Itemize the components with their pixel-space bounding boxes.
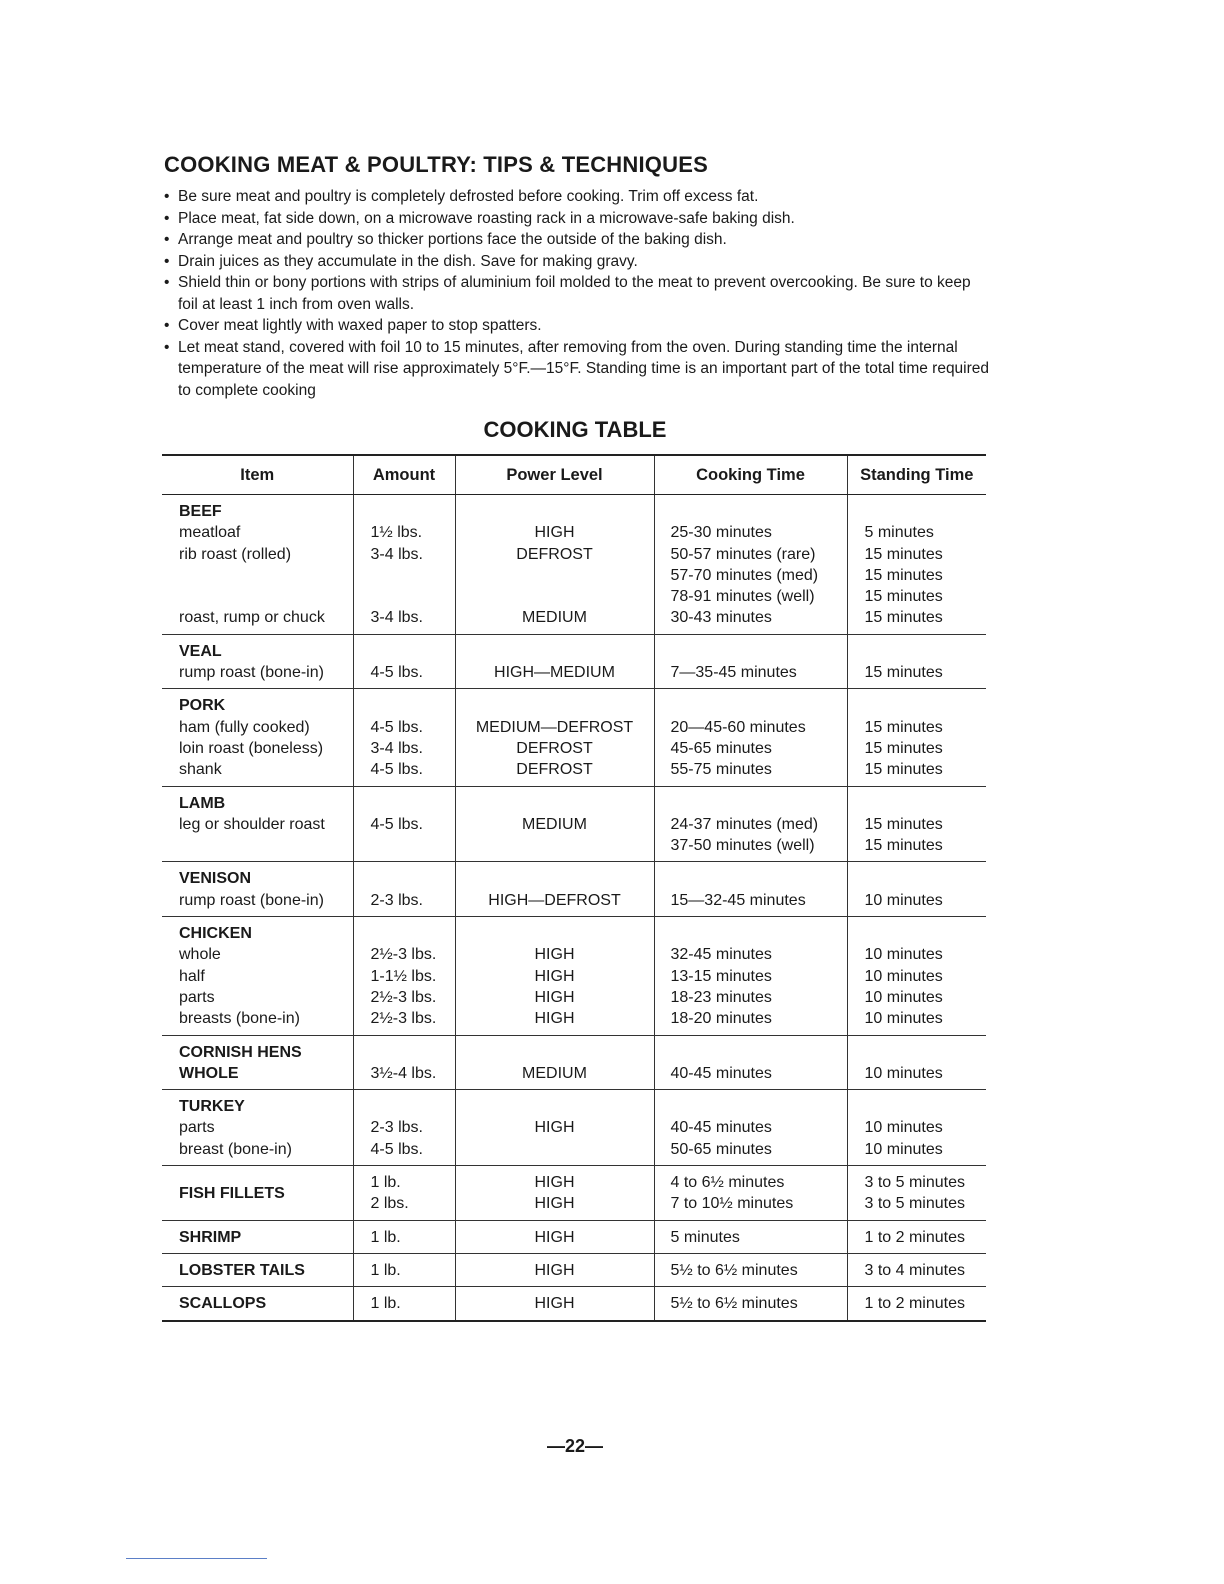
amount-value: 1 lb.: [370, 1295, 401, 1313]
power-level-cell: [455, 634, 654, 689]
amount-cell: [353, 1287, 455, 1321]
standing-time-value: 3 to 5 minutes: [864, 1195, 965, 1213]
item-name: rib roast (rolled): [179, 545, 292, 563]
cooking-time-value: 78-91 minutes (well): [670, 588, 815, 606]
table-row: [162, 1090, 986, 1166]
amount-value: 2-3 lbs.: [370, 891, 423, 909]
table-row: [162, 917, 986, 1035]
item-name: rump roast (bone-in): [179, 891, 324, 909]
power-level-cell: [455, 1253, 654, 1286]
tip-item: [164, 272, 994, 315]
column-header-cooking-time: Cooking Time: [654, 455, 847, 495]
item-cell: [162, 862, 353, 917]
item-name: [179, 586, 353, 607]
cooking-time-cell: [654, 1090, 847, 1166]
item-name: [179, 835, 353, 856]
power-level-value: HIGH: [534, 524, 575, 542]
standing-time-value: [865, 793, 987, 814]
power-level-cell: [455, 1090, 654, 1166]
standing-time-cell: [847, 1035, 986, 1090]
tip-text: Shield thin or bony portions with strips of aluminium foil molded to the meat to prevent overcooking. Be sure to keep foil at least 1 inch from oven walls.: [178, 274, 971, 313]
tip-text: Drain juices as they accumulate in the dish. Save for making gravy.: [178, 252, 638, 270]
cooking-time-cell: [654, 862, 847, 917]
tip-text: Place meat, fat side down, on a microwave roasting rack in a microwave-safe baking dish.: [178, 209, 795, 227]
standing-time-value: [865, 923, 987, 944]
power-level-value: HIGH: [534, 1174, 575, 1192]
item-name: WHOLE: [179, 1064, 239, 1082]
footer-rule: [126, 1558, 267, 1559]
tip-item: [164, 315, 994, 337]
power-level-value: [456, 835, 654, 856]
tip-item: [164, 229, 994, 251]
cooking-time-value: 40-45 minutes: [670, 1064, 772, 1082]
power-level-value: HIGH: [534, 988, 575, 1006]
amount-value: 1 lb.: [370, 1228, 401, 1246]
power-level-value: [456, 586, 654, 607]
standing-time-value: 1 to 2 minutes: [864, 1228, 965, 1246]
cooking-time-value: 7—35-45 minutes: [670, 664, 797, 682]
amount-value: [371, 565, 455, 586]
cooking-time-cell: [654, 1287, 847, 1321]
standing-time-value: [865, 501, 987, 522]
standing-time-cell: [847, 495, 986, 635]
page-heading: COOKING MEAT & POULTRY: TIPS & TECHNIQUES: [164, 152, 708, 177]
standing-time-value: 15 minutes: [864, 566, 943, 584]
table-row: [162, 1166, 986, 1221]
amount-value: 4-5 lbs.: [370, 718, 423, 736]
category-label: LOBSTER TAILS: [179, 1261, 305, 1279]
amount-value: 4-5 lbs.: [370, 664, 423, 682]
cooking-time-value: 40-45 minutes: [670, 1119, 772, 1137]
amount-value: 1 lb.: [370, 1261, 401, 1279]
power-level-cell: [455, 1287, 654, 1321]
item-name: roast, rump or chuck: [179, 609, 325, 627]
standing-time-value: 10 minutes: [864, 1064, 943, 1082]
column-header-amount: Amount: [353, 455, 455, 495]
amount-value: 2½-3 lbs.: [370, 946, 437, 964]
bullet-icon: •: [164, 338, 170, 356]
standing-time-value: 15 minutes: [864, 609, 943, 627]
item-name: parts: [179, 988, 215, 1006]
cooking-time-cell: [654, 495, 847, 635]
cooking-time-value: 18-23 minutes: [670, 988, 772, 1006]
amount-value: [371, 1042, 455, 1063]
cooking-time-value: 55-75 minutes: [670, 761, 772, 779]
item-name: breasts (bone-in): [179, 1010, 300, 1028]
item-cell: [162, 689, 353, 786]
amount-value: 1-1½ lbs.: [370, 967, 437, 985]
item-name: half: [179, 967, 205, 985]
power-level-value: [456, 565, 654, 586]
power-level-value: DEFROST: [516, 545, 593, 563]
cooking-time-value: 45-65 minutes: [670, 739, 772, 757]
standing-time-cell: [847, 1166, 986, 1221]
amount-value: [371, 695, 455, 716]
standing-time-value: 15 minutes: [864, 739, 943, 757]
cooking-time-value: 20—45-60 minutes: [670, 718, 806, 736]
category-label: PORK: [179, 697, 226, 715]
standing-time-cell: [847, 1287, 986, 1321]
standing-time-cell: [847, 786, 986, 862]
amount-value: 3-4 lbs.: [370, 609, 423, 627]
cooking-time-value: 37-50 minutes (well): [670, 837, 815, 855]
tip-text: Let meat stand, covered with foil 10 to 15 minutes, after removing from the oven. During standing time the internal temperature of the meat will rise approximately 5°F.—15°F. Standing time is an important part of the total time required to complete cooking: [178, 338, 990, 399]
amount-value: 4-5 lbs.: [370, 815, 423, 833]
cooking-time-cell: [654, 917, 847, 1035]
table-row: [162, 1287, 986, 1321]
amount-value: 1½ lbs.: [370, 524, 423, 542]
standing-time-value: [865, 695, 987, 716]
standing-time-cell: [847, 1220, 986, 1253]
power-level-cell: [455, 1035, 654, 1090]
cooking-time-value: [671, 641, 847, 662]
amount-cell: [353, 786, 455, 862]
amount-value: [371, 1096, 455, 1117]
cooking-time-value: 13-15 minutes: [670, 967, 772, 985]
cooking-time-value: 5½ to 6½ minutes: [670, 1261, 798, 1279]
power-level-cell: [455, 689, 654, 786]
item-name: parts: [179, 1119, 215, 1137]
amount-cell: [353, 862, 455, 917]
amount-cell: [353, 634, 455, 689]
amount-value: [371, 868, 455, 889]
table-title: COOKING TABLE: [483, 417, 667, 442]
standing-time-value: 3 to 4 minutes: [864, 1261, 965, 1279]
cooking-time-value: [671, 501, 847, 522]
cooking-time-cell: [654, 689, 847, 786]
power-level-value: [456, 1139, 654, 1160]
amount-value: [371, 586, 455, 607]
power-level-cell: [455, 862, 654, 917]
bullet-icon: •: [164, 252, 170, 270]
cooking-time-value: 5 minutes: [670, 1228, 740, 1246]
power-level-value: HIGH—DEFROST: [488, 891, 621, 909]
category-label: VENISON: [179, 870, 252, 888]
page-number: —22—: [546, 1436, 604, 1456]
power-level-value: HIGH: [534, 1010, 575, 1028]
category-label: LAMB: [179, 794, 226, 812]
item-cell: [162, 786, 353, 862]
standing-time-value: [865, 1096, 987, 1117]
item-name: rump roast (bone-in): [179, 664, 324, 682]
bullet-icon: •: [164, 274, 170, 291]
cooking-time-value: 32-45 minutes: [670, 946, 772, 964]
standing-time-value: 10 minutes: [864, 1010, 943, 1028]
cooking-time-value: 4 to 6½ minutes: [670, 1174, 785, 1192]
power-level-cell: [455, 1220, 654, 1253]
power-level-cell: [455, 1166, 654, 1221]
cooking-table: [162, 454, 986, 1322]
amount-value: 4-5 lbs.: [370, 761, 423, 779]
amount-cell: [353, 1253, 455, 1286]
cooking-time-value: [671, 1042, 847, 1063]
amount-value: [371, 501, 455, 522]
table-header-row: [162, 455, 986, 495]
cooking-time-value: [671, 923, 847, 944]
amount-cell: [353, 495, 455, 635]
amount-cell: [353, 1035, 455, 1090]
standing-time-cell: [847, 1090, 986, 1166]
category-label: CHICKEN: [179, 925, 252, 943]
tip-text: Be sure meat and poultry is completely defrosted before cooking. Trim off excess fat.: [178, 188, 759, 205]
standing-time-cell: [847, 634, 986, 689]
power-level-cell: [455, 786, 654, 862]
item-cell: [162, 1035, 353, 1090]
cooking-table-wrap: [162, 454, 986, 1322]
amount-value: [371, 923, 455, 944]
power-level-value: HIGH: [534, 946, 575, 964]
item-name: [179, 565, 353, 586]
amount-value: 4-5 lbs.: [370, 1140, 423, 1158]
cooking-time-cell: [654, 634, 847, 689]
amount-cell: [353, 917, 455, 1035]
tip-item: [164, 208, 994, 230]
power-level-value: MEDIUM: [522, 1064, 587, 1082]
category-label: TURKEY: [179, 1098, 245, 1116]
cooking-time-value: 50-57 minutes (rare): [670, 545, 816, 563]
standing-time-value: 15 minutes: [864, 761, 943, 779]
power-level-value: [456, 923, 654, 944]
standing-time-cell: [847, 689, 986, 786]
category-label: FISH FILLETS: [179, 1184, 285, 1202]
power-level-value: [456, 641, 654, 662]
standing-time-value: [865, 1042, 987, 1063]
standing-time-cell: [847, 862, 986, 917]
item-cell: [162, 1166, 353, 1221]
amount-cell: [353, 1090, 455, 1166]
power-level-value: [456, 695, 654, 716]
standing-time-value: 10 minutes: [864, 946, 943, 964]
cooking-time-value: 15—32-45 minutes: [670, 891, 806, 909]
tip-item: [164, 337, 994, 402]
power-level-value: HIGH: [534, 1119, 575, 1137]
amount-value: [371, 835, 455, 856]
cooking-time-cell: [654, 1220, 847, 1253]
amount-value: 2 lbs.: [370, 1195, 409, 1213]
amount-value: 1 lb.: [370, 1174, 401, 1192]
tip-item: [164, 186, 994, 208]
standing-time-value: 10 minutes: [864, 988, 943, 1006]
amount-value: 2½-3 lbs.: [370, 988, 437, 1006]
standing-time-value: 15 minutes: [864, 588, 943, 606]
power-level-value: HIGH: [534, 1195, 575, 1213]
standing-time-value: 10 minutes: [864, 1119, 943, 1137]
standing-time-value: 5 minutes: [864, 524, 934, 542]
amount-cell: [353, 689, 455, 786]
tip-item: [164, 251, 994, 273]
item-name: breast (bone-in): [179, 1140, 292, 1158]
amount-cell: [353, 1166, 455, 1221]
power-level-value: MEDIUM—DEFROST: [475, 718, 634, 736]
item-name: loin roast (boneless): [179, 739, 324, 757]
cooking-time-value: [671, 868, 847, 889]
power-level-value: MEDIUM: [522, 815, 587, 833]
power-level-cell: [455, 917, 654, 1035]
standing-time-value: 15 minutes: [864, 664, 943, 682]
column-header-item: Item: [162, 455, 353, 495]
cooking-time-value: 50-65 minutes: [670, 1140, 772, 1158]
amount-value: 3-4 lbs.: [370, 739, 423, 757]
bullet-icon: •: [164, 231, 170, 248]
cooking-time-cell: [654, 1035, 847, 1090]
cooking-time-value: [671, 1096, 847, 1117]
item-name: shank: [179, 761, 222, 779]
cooking-time-value: 7 to 10½ minutes: [670, 1195, 794, 1213]
standing-time-value: 15 minutes: [864, 837, 943, 855]
standing-time-value: 10 minutes: [864, 967, 943, 985]
power-level-value: [456, 793, 654, 814]
power-level-value: HIGH: [534, 1228, 575, 1246]
power-level-value: [456, 1042, 654, 1063]
power-level-value: [456, 501, 654, 522]
table-row: [162, 1035, 986, 1090]
power-level-cell: [455, 495, 654, 635]
amount-value: 2½-3 lbs.: [370, 1010, 437, 1028]
standing-time-value: 1 to 2 minutes: [864, 1295, 965, 1313]
item-cell: [162, 1287, 353, 1321]
standing-time-cell: [847, 917, 986, 1035]
table-body: [162, 495, 986, 1321]
table-row: [162, 1253, 986, 1286]
power-level-value: HIGH—MEDIUM: [494, 664, 615, 682]
amount-cell: [353, 1220, 455, 1253]
tips-list: [164, 186, 994, 401]
cooking-time-value: 25-30 minutes: [670, 524, 772, 542]
category-label: CORNISH HENS: [179, 1043, 302, 1061]
cooking-time-value: 5½ to 6½ minutes: [670, 1295, 798, 1313]
cooking-time-value: 30-43 minutes: [670, 609, 772, 627]
standing-time-value: 10 minutes: [864, 1140, 943, 1158]
power-level-value: HIGH: [534, 1295, 575, 1313]
standing-time-value: 3 to 5 minutes: [864, 1174, 965, 1192]
standing-time-value: 15 minutes: [864, 815, 943, 833]
power-level-value: HIGH: [534, 967, 575, 985]
standing-time-value: [865, 868, 987, 889]
cooking-time-cell: [654, 1166, 847, 1221]
tip-text: Arrange meat and poultry so thicker portions face the outside of the baking dish.: [178, 231, 727, 248]
table-row: [162, 786, 986, 862]
power-level-value: [456, 1096, 654, 1117]
table-row: [162, 689, 986, 786]
cooking-time-value: [671, 793, 847, 814]
table-row: [162, 862, 986, 917]
item-cell: [162, 495, 353, 635]
item-name: whole: [179, 946, 221, 964]
power-level-value: DEFROST: [516, 739, 593, 757]
item-cell: [162, 634, 353, 689]
amount-value: 3-4 lbs.: [370, 545, 423, 563]
standing-time-value: 15 minutes: [864, 545, 943, 563]
category-label: BEEF: [179, 503, 222, 520]
standing-time-value: 15 minutes: [864, 718, 943, 736]
item-cell: [162, 1090, 353, 1166]
amount-value: [371, 641, 455, 662]
table-row: [162, 634, 986, 689]
column-header-power-level: Power Level: [455, 455, 654, 495]
item-cell: [162, 1253, 353, 1286]
cooking-time-value: [671, 695, 847, 716]
bullet-icon: •: [164, 188, 170, 205]
power-level-value: DEFROST: [516, 761, 593, 779]
cooking-time-cell: [654, 1253, 847, 1286]
standing-time-cell: [847, 1253, 986, 1286]
tip-text: Cover meat lightly with waxed paper to stop spatters.: [178, 317, 542, 334]
category-label: VEAL: [179, 642, 222, 660]
power-level-value: MEDIUM: [522, 609, 587, 627]
amount-value: 3½-4 lbs.: [370, 1064, 437, 1082]
category-label: SHRIMP: [179, 1228, 242, 1246]
table-row: [162, 495, 986, 635]
bullet-icon: •: [164, 317, 170, 334]
cooking-time-value: 57-70 minutes (med): [670, 566, 819, 584]
item-cell: [162, 917, 353, 1035]
item-name: meatloaf: [179, 524, 241, 542]
cooking-time-value: 18-20 minutes: [670, 1010, 772, 1028]
category-label: SCALLOPS: [179, 1295, 267, 1313]
cooking-time-value: 24-37 minutes (med): [670, 815, 819, 833]
amount-value: [371, 793, 455, 814]
column-header-standing-time: Standing Time: [847, 455, 986, 495]
power-level-value: HIGH: [534, 1261, 575, 1279]
cooking-time-cell: [654, 786, 847, 862]
table-row: [162, 1220, 986, 1253]
item-name: leg or shoulder roast: [179, 815, 325, 833]
power-level-value: [456, 868, 654, 889]
standing-time-value: 10 minutes: [864, 891, 943, 909]
bullet-icon: •: [164, 209, 170, 227]
item-cell: [162, 1220, 353, 1253]
amount-value: 2-3 lbs.: [370, 1119, 423, 1137]
item-name: ham (fully cooked): [179, 718, 310, 736]
standing-time-value: [865, 641, 987, 662]
